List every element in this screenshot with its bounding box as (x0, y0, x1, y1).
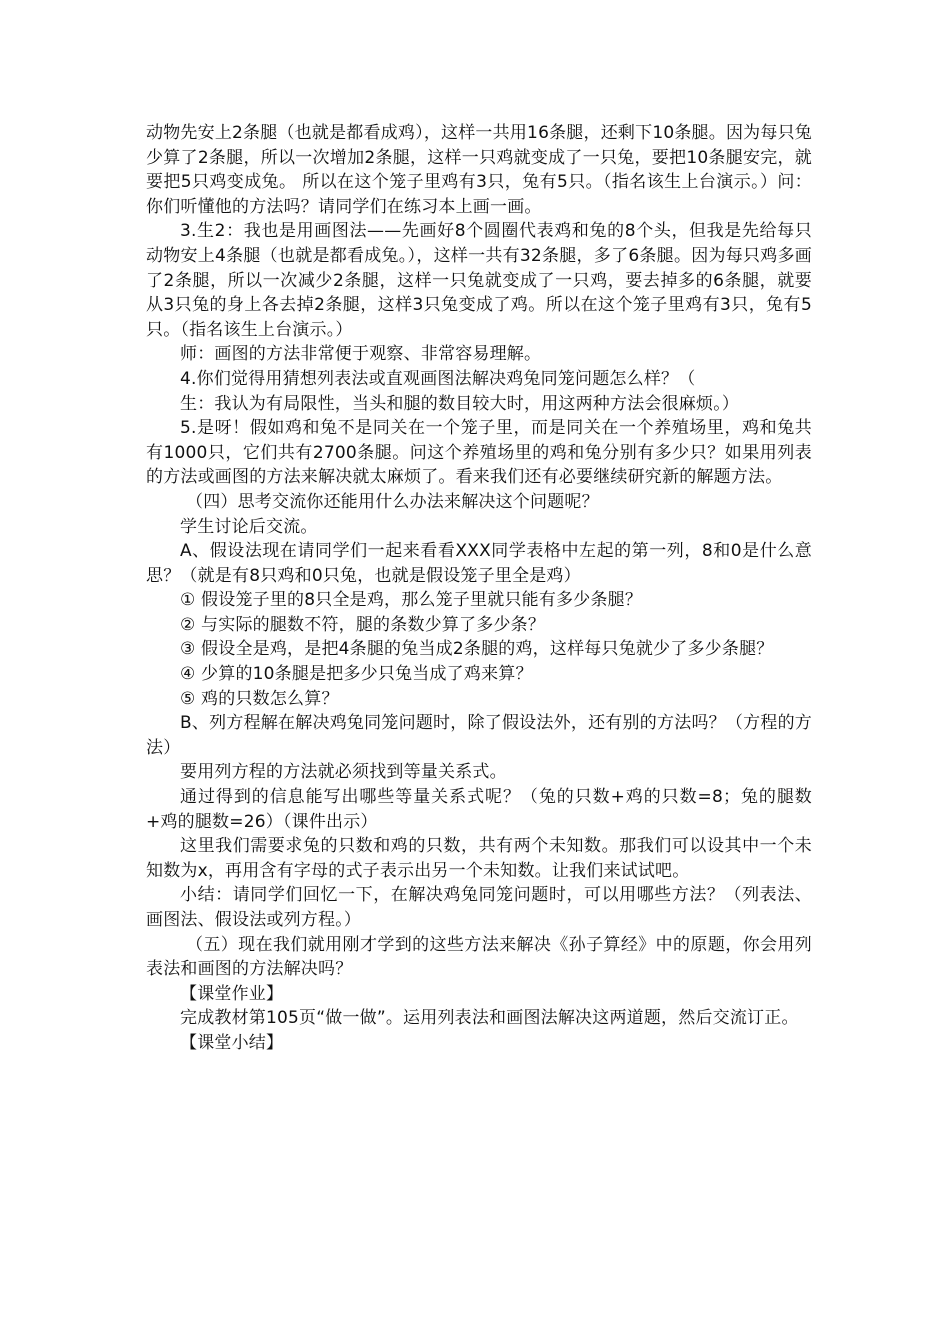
heading-classwork: 【课堂作业】 (180, 983, 284, 1004)
paragraph-draw-method-1-cont: 动物先安上2条腿（也就是都看成鸡），这样一共用16条腿，还剩下10条腿。因为每只兔少算了2条腿，所以一次增加2条腿，这样一只鸡就变成了一只兔，要把10条腿安完，就要把5只鸡变成兔。 所以在这个笼子里鸡有3只，兔有5只。（指名该生上台演示。）问：你们听懂他的方法吗？请同学们在练习本上画一画。 (146, 123, 812, 217)
paragraph-discussion: 学生讨论后交流。 (180, 516, 318, 537)
heading-class-summary: 【课堂小结】 (180, 1032, 284, 1053)
paragraph-summary: 小结：请同学们回忆一下，在解决鸡兔同笼问题时，可以用哪些方法？（列表法、画图法、假设法或列方程。） (146, 885, 812, 930)
paragraph-step-5: ⑤ 鸡的只数怎么算？ (180, 688, 339, 709)
paragraph-section-5: （五）现在我们就用刚才学到的这些方法来解决《孙子算经》中的原题，你会用列表法和画图的方法解决吗？ (146, 934, 812, 980)
paragraph-equation-question: 通过得到的信息能写出哪些等量关系式呢？（兔的只数+鸡的只数=8；兔的腿数+鸡的腿数=26）（课件出示） (146, 787, 812, 832)
paragraph-step-2: ② 与实际的腿数不符，腿的条数少算了多少条？ (180, 614, 546, 635)
paragraph-assumption-method: A、假设法现在请同学们一起来看看XXX同学表格中左起的第一列，8和0是什么意思？（就是有8只鸡和0只兔，也就是假设笼子里全是鸡） (146, 541, 812, 586)
paragraph-unknowns: 这里我们需要求兔的只数和鸡的只数，共有两个未知数。那我们可以设其中一个未知数为x，再用含有字母的式子表示出另一个未知数。让我们来试试吧。 (146, 836, 812, 881)
paragraph-student2-draw-method: 3.生2：我也是用画图法——先画好8个圆圈代表鸡和兔的8个头，但我是先给每只动物安上4条腿（也就是都看成兔。），这样一共有32条腿，多了6条腿。因为每只鸡多画了2条腿，所以一次减少2条腿，这样一只兔就变成了一只鸡，要去掉多的6条腿，就要从3只兔的身上各去掉2条腿，这样3只兔变成了鸡。所以在这个笼子里鸡有3只，兔有5只。（指名该生上台演示。） (146, 221, 812, 340)
paragraph-item-5: 5.是呀！假如鸡和兔不是同关在一个笼子里，而是同关在一个养殖场里，鸡和兔共有1000只，它们共有2700条腿。问这个养殖场里的鸡和兔分别有多少只？如果用列表的方法或画图的方法来解决就太麻烦了。看来我们还有必要继续研究新的解题方法。 (146, 418, 812, 488)
paragraph-step-3: ③ 假设全是鸡，是把4条腿的兔当成2条腿的鸡，这样每只兔就少了多少条腿？ (180, 639, 774, 660)
paragraph-section-4-heading: （四）思考交流你还能用什么办法来解决这个问题呢？ (186, 491, 599, 512)
paragraph-student-answer: 生：我认为有局限性，当头和腿的数目较大时，用这两种方法会很麻烦。） (180, 393, 740, 414)
paragraph-equation-relation: 要用列方程的方法就必须找到等量关系式。 (180, 762, 507, 783)
paragraph-equation-method: B、列方程解在解决鸡兔同笼问题时，除了假设法外，还有别的方法吗？（方程的方法） (146, 713, 812, 758)
paragraph-teacher-comment: 师：画图的方法非常便于观察、非常容易理解。 (180, 344, 542, 365)
document-page (146, 121, 812, 1056)
paragraph-classwork: 完成教材第105页“做一做”。运用列表法和画图法解决这两道题，然后交流订正。 (180, 1008, 799, 1029)
paragraph-step-1: ① 假设笼子里的8只全是鸡，那么笼子里就只能有多少条腿？ (180, 590, 643, 611)
paragraph-step-4: ④ 少算的10条腿是把多少只兔当成了鸡来算？ (180, 664, 533, 685)
paragraph-question-4: 4.你们觉得用猜想列表法或直观画图法解决鸡兔同笼问题怎么样？（ (180, 368, 696, 389)
